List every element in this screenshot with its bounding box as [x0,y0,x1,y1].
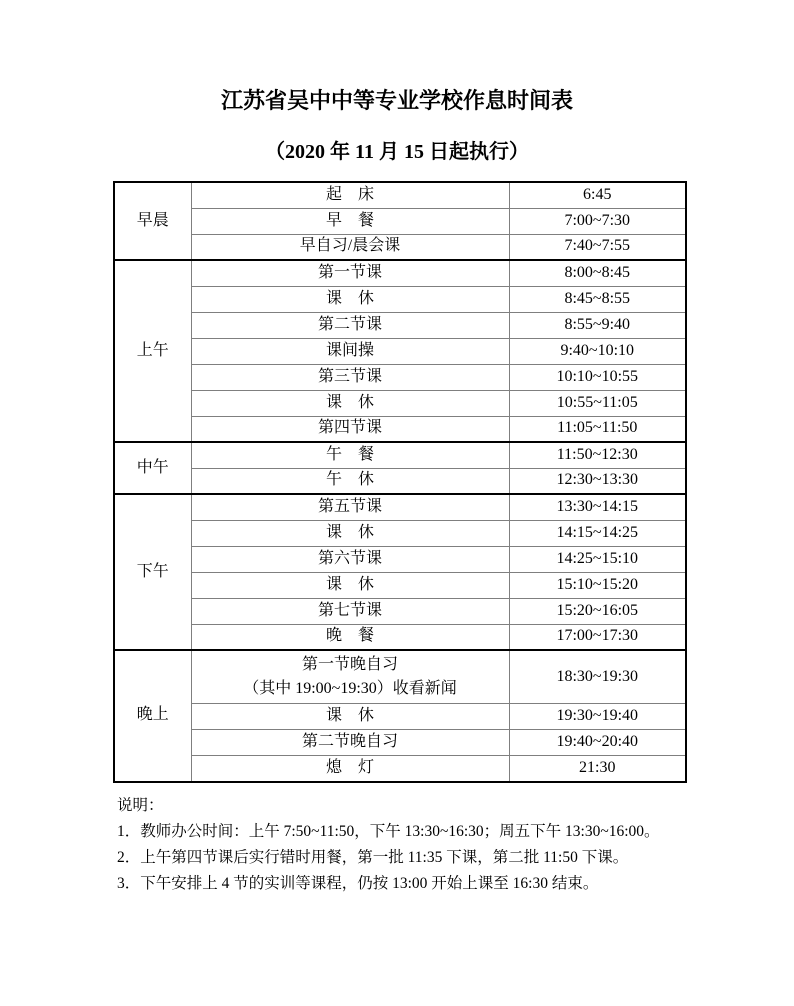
schedule-table [113,181,687,783]
note-item: 2．上午第四节课后实行错时用餐，第一批 11:35 下课，第二批 11:50 下课。 [117,848,629,866]
table-row [114,286,686,312]
table-row [114,234,686,260]
period-cell-evening: 晚上 [114,650,191,782]
table-row [114,260,686,286]
table-row [114,312,686,338]
table-row [114,572,686,598]
notes-section [117,793,794,897]
activity-cell: 早自习/晨会课 [191,234,509,260]
time-cell: 15:10~15:20 [509,572,686,598]
time-cell: 19:40~20:40 [509,730,686,756]
table-row [114,442,686,468]
table-row [114,598,686,624]
time-cell: 14:25~15:10 [509,546,686,572]
time-cell: 21:30 [509,756,686,782]
time-cell: 19:30~19:40 [509,704,686,730]
activity-cell: 午 休 [191,468,509,494]
notes-heading: 说明： [117,796,164,814]
activity-cell: 起 床 [191,182,509,208]
activity-cell: 课间操 [191,338,509,364]
time-cell: 9:40~10:10 [509,338,686,364]
activity-cell: 第一节课 [191,260,509,286]
time-cell: 17:00~17:30 [509,624,686,650]
activity-cell: 第二节晚自习 [191,730,509,756]
time-cell: 8:55~9:40 [509,312,686,338]
table-row [114,182,686,208]
note-item: 3．下午安排上 4 节的实训等课程，仍按 13:00 开始上课至 16:30 结束。 [117,874,599,892]
table-row [114,650,686,704]
table-row [114,390,686,416]
table-row [114,364,686,390]
activity-line-2: （其中 19:00~19:30）收看新闻 [243,680,457,697]
time-cell: 10:10~10:55 [509,364,686,390]
activity-cell: 午 餐 [191,442,509,468]
activity-cell: 第四节课 [191,416,509,442]
time-cell: 8:00~8:45 [509,260,686,286]
table-row [114,494,686,520]
time-cell: 10:55~11:05 [509,390,686,416]
time-cell: 13:30~14:15 [509,494,686,520]
time-cell: 6:45 [509,182,686,208]
activity-cell [191,650,509,704]
activity-cell: 第七节课 [191,598,509,624]
activity-cell: 课 休 [191,704,509,730]
period-cell-forenoon: 上午 [114,260,191,442]
table-row [114,338,686,364]
time-cell: 12:30~13:30 [509,468,686,494]
table-row [114,546,686,572]
activity-cell: 课 休 [191,520,509,546]
table-row [114,208,686,234]
page-title: 江苏省吴中中等专业学校作息时间表 [220,88,573,113]
time-cell: 14:15~14:25 [509,520,686,546]
activity-cell: 课 休 [191,572,509,598]
table-row [114,468,686,494]
activity-cell: 晚 餐 [191,624,509,650]
activity-cell: 课 休 [191,390,509,416]
table-row [114,730,686,756]
table-row [114,624,686,650]
time-cell: 18:30~19:30 [509,650,686,704]
time-cell: 8:45~8:55 [509,286,686,312]
table-row [114,756,686,782]
note-item: 1．教师办公时间：上午 7:50~11:50，下午 13:30~16:30；周五下午 13:30~16:00。 [117,822,660,840]
activity-cell: 课 休 [191,286,509,312]
time-cell: 15:20~16:05 [509,598,686,624]
period-cell-noon: 中午 [114,442,191,494]
time-cell: 11:05~11:50 [509,416,686,442]
time-cell: 7:40~7:55 [509,234,686,260]
activity-cell: 第六节课 [191,546,509,572]
time-cell: 11:50~12:30 [509,442,686,468]
period-cell-afternoon: 下午 [114,494,191,650]
activity-cell: 第三节课 [191,364,509,390]
activity-cell: 第二节课 [191,312,509,338]
period-cell-morning: 早晨 [114,182,191,260]
activity-cell: 第五节课 [191,494,509,520]
activity-cell: 熄 灯 [191,756,509,782]
table-row [114,520,686,546]
activity-line-1: 第一节晚自习 [301,656,398,673]
time-cell: 7:00~7:30 [509,208,686,234]
table-row [114,416,686,442]
table-row [114,704,686,730]
page-subtitle: （2020 年 11 月 15 日起执行） [265,141,529,163]
activity-cell: 早 餐 [191,208,509,234]
